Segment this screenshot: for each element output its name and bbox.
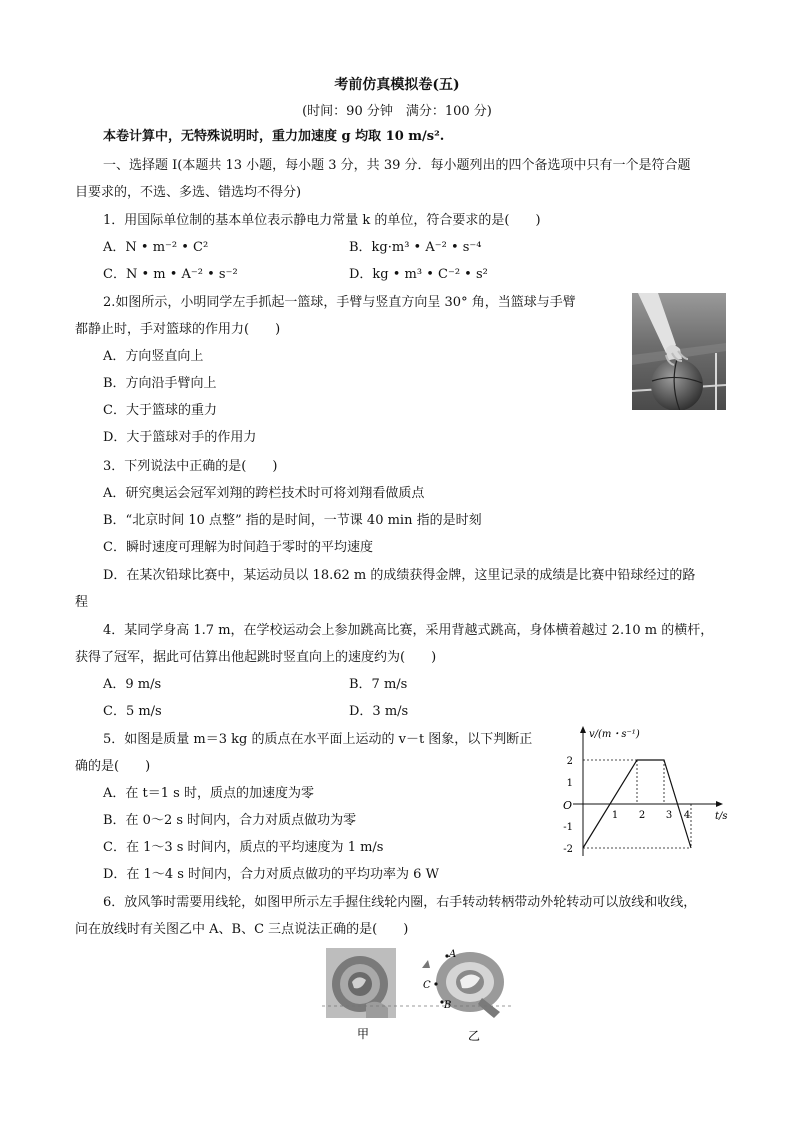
basketball-photo (632, 293, 726, 410)
x-tick-label: 1 (611, 810, 619, 821)
q5-option-a: A．在 t＝1 s 时，质点的加速度为零 (103, 786, 314, 801)
reel-photo-jia (326, 948, 396, 1018)
q5-option-c: C．在 1～3 s 时间内，质点的平均速度为 1 m/s (103, 840, 384, 855)
x-axis-label: t/s (715, 811, 728, 822)
x-tick-label: 2 (638, 810, 646, 821)
x-tick-label: 4 (683, 810, 691, 821)
origin-label: O (563, 799, 573, 812)
q2-option-a: A．方向竖直向上 (103, 349, 204, 364)
q4-option-c: C．5 m/s (103, 704, 162, 719)
label-jia: 甲 (357, 1027, 370, 1041)
kite-reel-figure (322, 946, 522, 1044)
vt-chart-svg (545, 722, 735, 862)
y-tick-label: 1 (566, 778, 573, 789)
q3-option-b: B．“北京时间 10 点整” 指的是时间，一节课 40 min 指的是时刻 (103, 513, 482, 528)
y-tick-label: 2 (566, 756, 573, 767)
q5-option-b: B．在 0～2 s 时间内，合力对质点做功为零 (103, 813, 357, 828)
q1-option-d: D．kg • m³ • C⁻² • s² (349, 267, 488, 282)
q4-option-b: B．7 m/s (349, 677, 408, 692)
y-tick-label: -1 (563, 822, 573, 833)
reel-diagram-yi (422, 949, 504, 1018)
y-axis-label: v/(m・s⁻¹) (589, 729, 640, 740)
q2-stem-line2: 都静止时，手对篮球的作用力( ) (75, 322, 281, 337)
q2-option-d: D．大于篮球对手的作用力 (103, 430, 257, 445)
tick-labels (563, 756, 690, 855)
page-title: 考前仿真模拟卷(五) (334, 77, 460, 93)
exam-note: 本卷计算中，无特殊说明时，重力加速度 g 均取 10 m/s². (103, 129, 445, 144)
q1-option-b: B．kg·m³ • A⁻² • s⁻⁴ (349, 240, 482, 255)
q1-option-c: C．N • m • A⁻² • s⁻² (103, 267, 238, 282)
q3-option-a: A．研究奥运会冠军刘翔的跨栏技术时可将刘翔看做质点 (103, 486, 425, 501)
q4-option-d: D．3 m/s (349, 704, 409, 719)
q5-stem-line2: 确的是( ) (75, 759, 151, 774)
q6-stem-line2: 问在放线时有关图乙中 A、B、C 三点说法正确的是( ) (75, 922, 409, 937)
vt-chart (545, 722, 735, 862)
q3-stem: 3．下列说法中正确的是( ) (103, 459, 278, 474)
q2-option-b: B．方向沿手臂向上 (103, 376, 217, 391)
q4-stem-line1: 4．某同学身高 1.7 m，在学校运动会上参加跳高比赛，采用背越式跳高，身体横着越过 2.10 m 的横杆， (103, 623, 714, 638)
q3-option-c: C．瞬时速度可理解为时间趋于零时的平均速度 (103, 540, 373, 555)
q4-option-a: A．9 m/s (103, 677, 162, 692)
q2-option-c: C．大于篮球的重力 (103, 403, 217, 418)
section-header-line2: 目要求的，不选、多选、错选均不得分) (75, 185, 302, 200)
q5-stem-line1: 5．如图是质量 m＝3 kg 的质点在水平面上运动的 v－t 图象，以下判断正 (103, 732, 533, 747)
x-tick-label: 3 (665, 810, 673, 821)
q6-stem-line1: 6．放风筝时需要用线轮，如图甲所示左手握住线轮内圈，右手转动转柄带动外轮转动可以放线和收线， (103, 895, 697, 910)
q3-option-d-line2: 程 (75, 595, 89, 610)
label-yi: 乙 (468, 1029, 481, 1043)
q1-option-a: A．N • m⁻² • C² (103, 240, 209, 255)
y-axis-arrow (580, 726, 586, 733)
section-header-line1: 一、选择题 Ⅰ(本题共 13 小题，每小题 3 分，共 39 分．每小题列出的四个备选项中只有一个是符合题 (103, 158, 691, 173)
q3-option-d-line1: D．在某次铅球比赛中，某运动员以 18.62 m 的成绩获得金牌，这里记录的成绩是比赛中铅球经过的路 (103, 568, 696, 583)
q5-option-d: D．在 1～4 s 时间内，合力对质点做功的平均功率为 6 W (103, 867, 439, 882)
x-axis-arrow (716, 801, 723, 807)
y-tick-label: -2 (563, 844, 573, 855)
q4-stem-line2: 获得了冠军，据此可估算出他起跳时竖直向上的速度约为( ) (75, 650, 437, 665)
point-a-label: A (449, 949, 457, 960)
point-c-label: C (423, 980, 431, 991)
exam-subtitle: (时间：90 分钟 满分：100 分) (302, 104, 492, 119)
q2-stem-line1: 2.如图所示，小明同学左手抓起一篮球，手臂与竖直方向呈 30° 角，当篮球与手臂 (103, 295, 576, 310)
q1-stem: 1．用国际单位制的基本单位表示静电力常量 k 的单位，符合要求的是( ) (103, 213, 541, 228)
point-b-label: B (444, 1000, 452, 1011)
